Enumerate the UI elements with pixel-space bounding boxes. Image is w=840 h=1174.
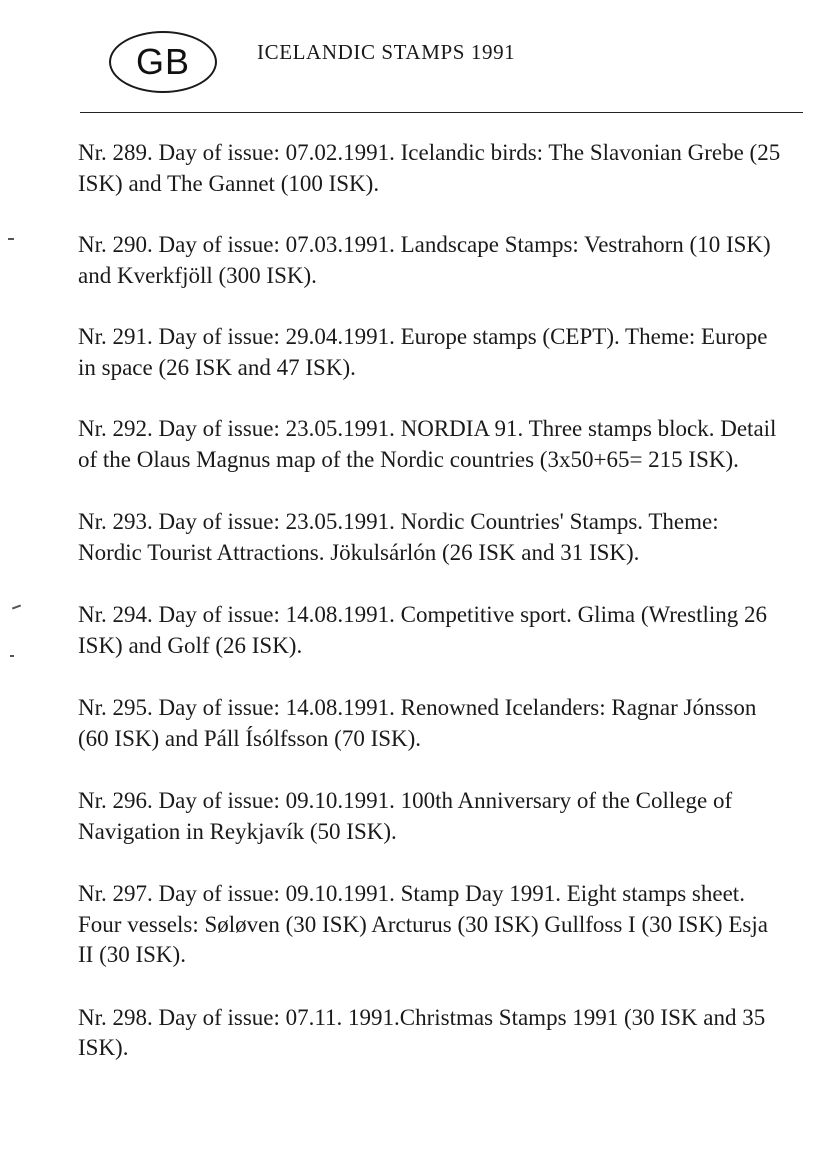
stamp-entry-291: Nr. 291. Day of issue: 29.04.1991. Europe stamps (CEPT). Theme: Europe in space (26 ISK and 47 ISK). — [78, 324, 768, 380]
stamp-entry-292: Nr. 292. Day of issue: 23.05.1991. NORDIA 91. Three stamps block. Detail of the Olaus Magnus map of the Nordic countries (3x50+65= 215 ISK). — [78, 416, 777, 472]
header-divider — [80, 112, 803, 113]
stamp-entry-290: Nr. 290. Day of issue: 07.03.1991. Landscape Stamps: Vestrahorn (10 ISK) and Kverkfjöll (300 ISK). — [78, 232, 771, 288]
stamp-entry-294: Nr. 294. Day of issue: 14.08.1991. Competitive sport. Glima (Wrestling 26 ISK) and Golf (26 ISK). — [78, 602, 768, 658]
stamp-entry-289: Nr. 289. Day of issue: 07.02.1991. Icelandic birds: The Slavonian Grebe (25 ISK) and The Gannet (100 ISK). — [78, 140, 781, 196]
page-header — [0, 0, 840, 120]
stamp-entry-298: Nr. 298. Day of issue: 07.11. 1991.Christmas Stamps 1991 (30 ISK and 35 ISK). — [78, 1004, 766, 1060]
stamp-entry-293: Nr. 293. Day of issue: 23.05.1991. Nordic Countries' Stamps. Theme: Nordic Tourist Attractions. Jökulsárlón (26 ISK and 31 ISK). — [78, 509, 719, 565]
page-title: ICELANDIC STAMPS 1991 — [257, 40, 516, 64]
country-badge: GB — [109, 31, 217, 93]
scan-speck — [12, 605, 21, 610]
scan-speck — [8, 238, 14, 240]
stamp-entry-296: Nr. 296. Day of issue: 09.10.1991. 100th Anniversary of the College of Navigation in Reykjavík (50 ISK). — [78, 788, 733, 844]
stamp-issue-list — [78, 138, 788, 1096]
stamp-entry-297: Nr. 297. Day of issue: 09.10.1991. Stamp Day 1991. Eight stamps sheet. Four vessels: Søløven (30 ISK) Arcturus (30 ISK) Gullfoss I (30 ISK) Esja II (30 ISK). — [78, 881, 768, 967]
scan-speck — [10, 655, 14, 657]
stamp-entry-295: Nr. 295. Day of issue: 14.08.1991. Renowned Icelanders: Ragnar Jónsson (60 ISK) and Páll Ísólfsson (70 ISK). — [78, 695, 757, 751]
